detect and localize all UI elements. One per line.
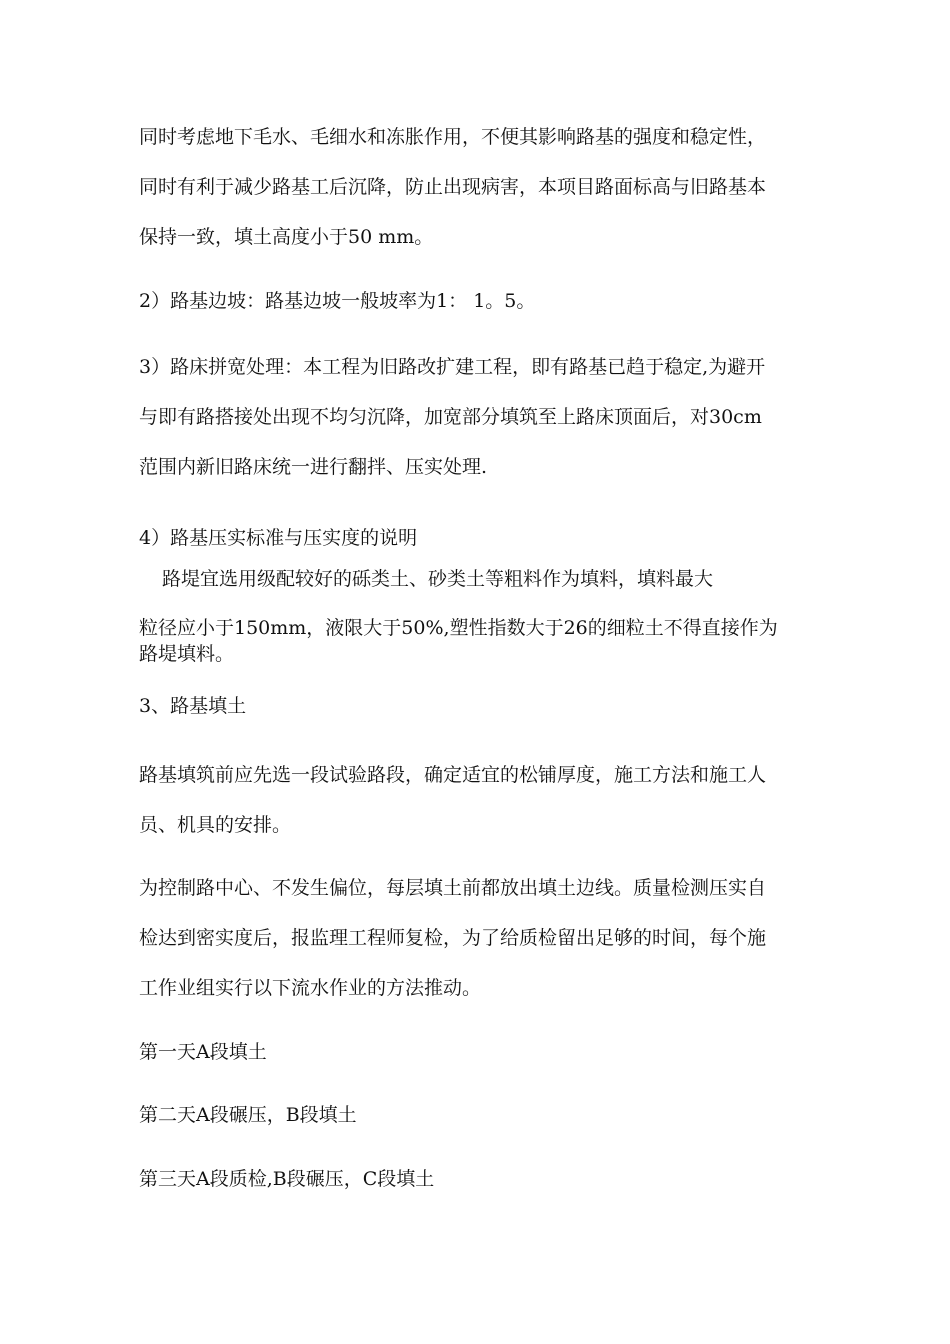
text-line: 同时有利于减少路基工后沉降，防止出现病害，本项目路面标高与旧路基本 [139,176,767,198]
list-item: 第三天A段质检,B段碾压，C段填土 [139,1168,435,1190]
text-line: 路堤填料。 [139,643,235,665]
text-line: 工作业组实行以下流水作业的方法推动。 [139,977,482,999]
section-heading: 4）路基压实标准与压实度的说明 [139,527,418,549]
text-line: 保持一致，填土高度小于50 mm。 [139,226,434,248]
text-line: 与即有路搭接处出现不均匀沉降，加宽部分填筑至上路床顶面后，对30cm [139,406,762,428]
section-heading: 3、路基填土 [139,695,247,717]
text-line: 粒径应小于150mm，液限大于50%,塑性指数大于26的细粒土不得直接作为 [139,617,778,639]
text-line: 检达到密实度后，报监理工程师复检，为了给质检留出足够的时间，每个施 [139,927,767,949]
text-line: 员、机具的安排。 [139,814,292,836]
text-line: 同时考虑地下毛水、毛细水和冻胀作用，不便其影响路基的强度和稳定性， [139,126,767,148]
text-line: 为控制路中心、不发生偏位，每层填土前都放出填土边线。质量检测压实自 [139,877,767,899]
text-line: 2）路基边坡：路基边坡一般坡率为1： 1。5。 [139,290,536,312]
list-item: 第二天A段碾压，B段填土 [139,1104,357,1126]
text-line: 路堤宜选用级配较好的砾类土、砂类土等粗料作为填料，填料最大 [162,568,714,590]
text-line: 路基填筑前应先选一段试验路段，确定适宜的松铺厚度，施工方法和施工人 [139,764,767,786]
list-item: 第一天A段填土 [139,1041,267,1063]
text-line: 3）路床拼宽处理：本工程为旧路改扩建工程，即有路基已趋于稳定,为避开 [139,356,766,378]
text-line: 范围内新旧路床统一进行翻拌、压实处理. [139,456,488,478]
